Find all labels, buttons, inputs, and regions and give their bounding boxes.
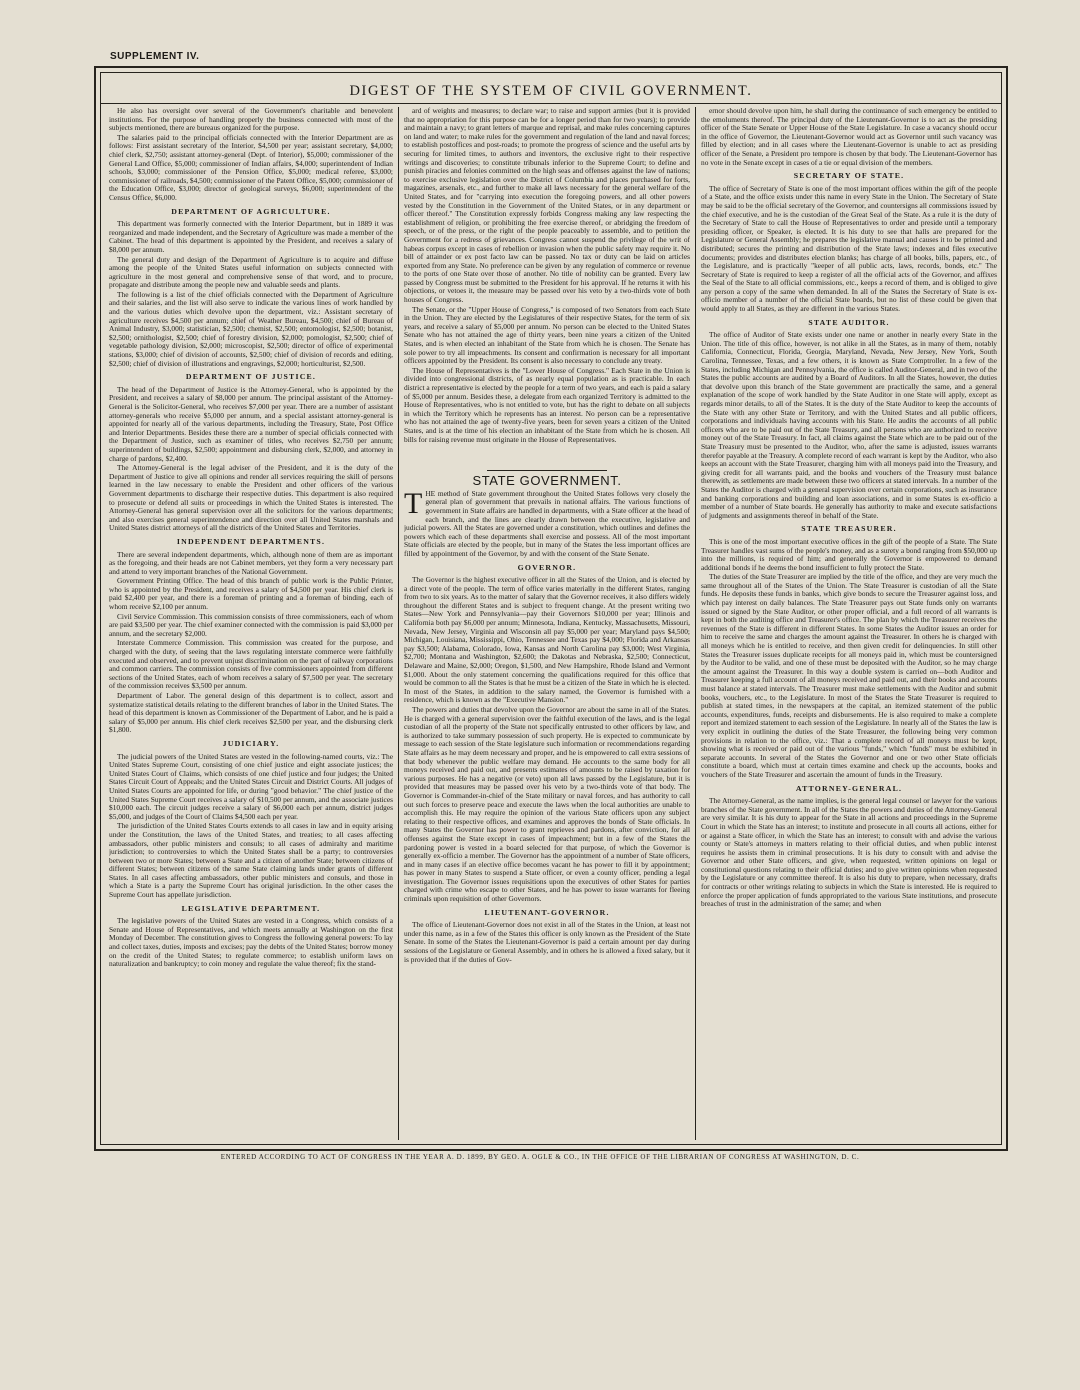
section-heading-lieutenant-governor: LIEUTENANT-GOVERNOR.	[484, 907, 610, 917]
paragraph: The office of Auditor of State exists under one name or another in nearly every State in the Union. The title of this office, however, is not alike in all the States, as in many of them, notably California, Connecticut, Florida, Georgia, Maryland, Nevada, New Jersey, New York, South Carolina, Tennessee, Texas, and a few others, it is known as State Comptroller. In a few of the States, including Michigan and Pennsylvania, the office is called Auditor-General, and in two of the States the public accounts are audited by a Board of Auditors. In all the States, however, the duties that devolve upon this branch of the State government are practically the same, and a general explanation of the scope of work handled by the State Auditor in one State will apply, except as regards minor details, to all of the States. It is the duty of the State Auditor to keep the accounts of the State with any other State or Territory, and with the United States and all public officers, corporations and individuals having accounts with his State. He audits the accounts of all public officers who are to be paid out of the State Treasury, and all persons who are authorized to receive money out of the State Treasury. In fact, all claims against the State which are to be paid out of the State Treasury must be presented to the Auditor, who, after the same is adjusted, issues warrants therefor payable at the Treasury. A complete record of each warrant is kept by the Auditor, who also keeps an account with the State Treasurer, charging him with all moneys paid into the Treasury, and giving credit for all warrants paid, and the books and vouchers of the Treasury must balance therewith, as settlements are made between these two officers at stated intervals. In a number of the States the Auditor is charged with a general supervision over certain corporations, such as insurance and banking corporations and building and loan associations, and in some States is ex-officio a member of a number of State boards. He generally has authority to make and execute satisfactions of judgments and assignments thereof in behalf of the State.	[701, 330, 997, 520]
paragraph: The office of Lieutenant-Governor does not exist in all of the States in the Union, at least not under this name, as in a few of the States this officer is only known as the President of the State Senate. In some of the States the Lieutenant-Governor is paid a certain amount per day during sessions of the Legislature or General Assembly, and in others he is allowed a fixed salary, but it is provided that if the duties of Gov-	[404, 920, 690, 964]
state-government-header	[404, 470, 690, 489]
paragraph-text: HE method of State government throughout the United States follows very closely the general plan of government that prevails in national affairs. The various functions of government in State affairs are handled in departments, with a State officer at the head of each branch, and the lines are clearly drawn between the executive, legislative and judicial powers. All the States are governed under a constitution, which outlines and defines the powers which each of these departments shall exercise and possess. All of the most important State officials are elected by the people, but in many of the States the less important offices are filled by appointment of the Governor, by and with the consent of the State Senate.	[404, 488, 690, 558]
inner-border	[100, 72, 1002, 1145]
paragraph: ernor should devolve upon him, he shall during the continuance of such emergency be entitled to the emoluments thereof. The principal duty of the Lieutenant-Governor is to act as the presiding officer of the State Senate or Upper House of the State Legislature. In case a vacancy should occur in the office of Governor, the Lieutenant-Governor would act as Governor until such vacancy was filled by election; and in all cases where the Lieutenant-Governor is unable to act as presiding officer of the Senate, a President pro tempore is chosen by that body. The Lieutenant-Governor has no vote in the Senate except in cases of a tie or equal division of the members.	[701, 107, 997, 167]
paragraph: This is one of the most important executive offices in the gift of the people of a State. The State Treasurer handles vast sums of the people's money, and as a surety a bond ranging from $50,000 up into the millions, is required of him; and generally the Governor is empowered to demand additional bonds if he deems the bond insufficient to fully protect the State.	[701, 536, 997, 572]
paragraph: The House of Representatives is the "Lower House of Congress." Each State in the Union is divided into congressional districts, of as nearly equal population as is practicable. In each district a representative is elected by the people for a term of two years, and each is paid a salary of $5,000 per annum. Besides these, a delegate from each organized Territory is admitted to the House of Representatives, who is not entitled to vote, but has the right to debate on all subjects in which the Territory which he represents has an interest. No person can be a representative who has not attained the age of twenty-five years, been for seven years a citizen of the United States, and is at the time of his election an inhabitant of the State from which he is chosen. All bills for raising revenue must originate in the House of Representatives.	[404, 365, 690, 444]
paragraph: The salaries paid to the principal officials connected with the Interior Department are as follows: First assistant secretary of the Interior, $4,500 per year; assistant secretary, $4,000; chief clerk, $2,750; assistant attorney-general (Dept. of Interior), $5,000; commissioner of the General Land Office, $5,000; commissioner of Indian affairs, $4,000; superintendent of Indian schools, $3,000; commissioner of the Pension Office, $5,000; medical referee, $3,000; commissioner of railroads, $4,500; commissioner of the Patent Office, $5,000; commissioner of the Education Office, $3,000; director of geological surveys, $6,000; superintendent of the Census Office, $6,000.	[109, 132, 393, 202]
paragraph: Department of Labor. The general design of this department is to collect, assort and systematize statistical details relating to the different branches of labor in the United States. The head of this department is known as Commissioner of the Department of Labor, and he is paid a salary of $5,000 per annum. His chief clerk receives $2,500 per year, and the disbursing clerk $1,800.	[109, 691, 393, 735]
section-heading-judiciary: JUDICIARY.	[222, 738, 280, 748]
paragraph: The legislative powers of the United States are vested in a Congress, which consists of a Senate and House of Representatives, and which meets annually at Washington on the first Monday of December. The constitution gives to Congress the following general powers: To lay and collect taxes, duties, imposts and excises; pay the debts of the United States; borrow money on the credit of the United States; to regulate commerce; to establish uniform laws on naturalization and bankruptcy; to coin money and regulate the value thereof; fix the stand-	[109, 916, 393, 969]
column-left	[109, 107, 393, 1140]
supplement-label: SUPPLEMENT IV.	[110, 51, 200, 62]
paragraph: The following is a list of the chief officials connected with the Department of Agriculture and their salaries, and the list will also serve to indicate the various lines of work handled by and the various duties which devolve upon the department, viz.: Assistant secretary of agriculture receives $4,500 per annum; chief of Weather Bureau, $4,500; chief of Bureau of Animal Industry, $3,000; statistician, $2,500; chemist, $2,500; entomologist, $2,500; botanist, $2,500; ornithologist, $2,500; chief of forestry division, $2,000; pomologist, $2,500; chief of vegetable pathology division, $2,000; microscopist, $2,500; director of office of experimental stations, $3,000; chief of division of accounts, $2,500; chief of division of records and editing, $2,500; chief of division of illustrations and engravings, $2,000; horticulturist, $2,500.	[109, 289, 393, 368]
paragraph: Civil Service Commission. This commission consists of three commissioners, each of whom are paid $3,500 per year. The chief examiner connected with the commission is paid $3,000 per annum, and the secretary $2,000.	[109, 611, 393, 638]
section-heading-justice: DEPARTMENT OF JUSTICE.	[185, 372, 317, 382]
paragraph: This department was formerly connected with the Interior Department, but in 1889 it was reorganized and made independent, and the Secretary of Agriculture was made a member of the Cabinet. The head of this department is appointed by the President, and receives a salary of $8,000 per annum.	[109, 219, 393, 254]
column-middle	[404, 107, 690, 1140]
paragraph: The general duty and design of the Department of Agriculture is to acquire and diffuse among the people of the United States useful information on subjects connected with agriculture in the most general and comprehensive sense of that word, and to procure, propagate and distribute among the people new and valuable seeds and plants.	[109, 254, 393, 290]
section-heading-attorney-general: ATTORNEY-GENERAL.	[795, 783, 903, 793]
section-heading-secretary-of-state: SECRETARY OF STATE.	[793, 171, 905, 181]
column-divider	[695, 107, 696, 1140]
paragraph: The duties of the State Treasurer are implied by the title of the office, and they are very much the same throughout all of the States of the Union. The State Treasurer is custodian of all the State funds. He deposits these funds in banks, which give bonds to secure the Treasurer against loss, and which pay interest on daily balances. The State Treasurer pays out State funds only on warrants issued or signed by the State Auditor, or other proper official, and a full record of all warrants is kept in both the auditing office and Treasurer's office. The plan by which the Treasurer receives the revenues of the State is different in different States. In some States the Auditor issues an order for him to receive the same and charges the amount against the Treasurer. In others he is charged with all moneys which he is entitled to receive, and then given credit for delinquencies. In still other States the Treasurer issues duplicate receipts for all moneys paid in, which must be countersigned by the Auditor to be valid, and one of these must be deposited with the Auditor, so he may charge the amount against the Treasurer. In this way a double system is carried on—both Auditor and Treasurer keeping a full account of all moneys received and paid out, and their books and accounts must balance at stated intervals. The Treasurer must make settlements with the Auditor and submit books, vouchers, etc., to the Legislature. In most of the States the State Treasurer is required to publish at stated times, in the newspapers at the capital, an itemized statement of the public accounts, expenditures, funds, receipts and disbursements. He is also required to make a complete report and itemized statement to each session of the Legislature. In nearly all of the States the law is very explicit in outlining the duties of the State Treasurer, the following being very common provisions in relation to the office, viz.: That a complete record of all moneys must be kept, showing what is received or paid out of the various "funds," which "funds" must be exhibited in separate accounts. In several of the States the Governor and one or two other State officials constitute a board, which must at certain times examine and check up the accounts, books and vouchers of the State Treasurer and ascertain the amount of funds in the Treasury.	[701, 572, 997, 779]
paragraph: The Governor is the highest executive officer in all the States of the Union, and is elected by a direct vote of the people. The term of office varies materially in the different States, ranging from two to six years. As to the matter of salary that the Governor receives, it also differs widely throughout the different States and is subject to frequent change. At the present writing two States—New York and Pennsylvania—pay their Governors $10,000 per year; Illinois and California both pay $6,000 per annum; Minnesota, Indiana, Kentucky, Massachusetts, Missouri, Nevada, New Jersey, Virginia and Wisconsin all pay $5,000 per year; Maryland pays $4,500; Michigan, Louisiana, Mississippi, Ohio, Tennessee and Texas pay $4,000; Florida and Arkansas pay $3,500; Alabama, Colorado, Iowa, Kansas and North Carolina pay $3,000; West Virginia, $2,700; Montana and Washington, $2,600; the Dakotas and Nebraska, $2,500; Connecticut, Delaware and Maine, $2,000; Oregon, $1,500, and New Hampshire, Rhode Island and Vermont $1,000. About the only statement concerning the qualifications required for this office that would be common to all the States is that he must be a citizen of the State in which he is elected. In most of the States, in addition to the salary named, the Governor is furnished with a residence, which is known as the "Executive Mansion."	[404, 575, 690, 705]
section-heading-independent: INDEPENDENT DEPARTMENTS.	[176, 536, 326, 546]
section-heading-legislative: LEGISLATIVE DEPARTMENT.	[181, 903, 321, 913]
paragraph: Government Printing Office. The head of this branch of public work is the Public Printer, who is appointed by the President, and receives a salary of $4,500 per year. His chief clerk is paid $2,400 per year, and there is a foreman of printing and a foreman of binding, each of whom receive $2,100 per annum.	[109, 576, 393, 612]
section-heading-governor: GOVERNOR.	[517, 562, 577, 572]
paragraph: Interstate Commerce Commission. This commission was created for the purpose, and charged with the duty, of seeing that the laws regulating interstate commerce were faithfully executed and observed, and to prevent unjust discrimination on the part of railway corporations and common carriers. The commission consists of five commissioners appointed from different sections of the United States, each of whom receives a salary of $7,500 per year. The secretary of the commission receives $3,500 per annum.	[109, 638, 393, 691]
paragraph: The Attorney-General, as the name implies, is the general legal counsel or lawyer for the various branches of the State government. In all of the States the powers and duties of the Attorney-General are very similar. It is his duty to appear for the State in all actions and proceedings in the Supreme Court in which the State has an interest; to institute and prosecute in all courts all actions, either for or against a State officer, in which the State has an interest; to consult with and advise the various county or State's attorneys in matters relating to their official duties, and when public interest requires he assists them in criminal prosecutions. It is his duty to consult with and advise the Governor and other State officers, and give, when requested, written opinions on legal or constitutional questions relating to their official duties; and to give written opinions when requested by the Legislature or any committee thereof. It is also his duty to prepare, when necessary, drafts for contracts or other writings relating to subjects in which the State is interested. He is required to enforce the proper application of funds appropriated to the various State institutions, and prosecute breaches of trust in the administration of the same; and when	[701, 796, 997, 909]
content-frame	[94, 66, 1008, 1151]
page-title: DIGEST OF THE SYSTEM OF CIVIL GOVERNMENT.	[349, 83, 753, 99]
paragraph: The judicial powers of the United States are vested in the following-named courts, viz.: The United States Supreme Court, consisting of one chief justice and eight associate justices; the United States Court of Claims, which consists of one chief justice and four judges; the United States Circuit Court of Appeals; and the United States Circuit and District Courts. All judges of United States Courts are appointed for life, or during "good behavior." The chief justice of the United States Supreme Court receives a salary of $10,500 per annum, and the associate justices $10,000 each. The circuit judges receive a salary of $6,000 each per annum, district judges $5,000, and judges of the Court of Claims $4,500 each per year.	[109, 751, 393, 821]
paragraph: The Senate, or the "Upper House of Congress," is composed of two Senators from each State in the Union. They are elected by the Legislatures of their respective States, for the term of six years, and receive a salary of $5,000 per annum. No person can be elected to the United States Senate who has not attained the age of thirty years, been nine years a citizen of the United States, and is when elected an inhabitant of the State from which he is chosen. The Senate has sole power to try all impeachments. Its consent and confirmation is necessary for all important officers appointed by the President. Its consent is also necessary to conclude any treaty.	[404, 304, 690, 366]
paragraph: The head of the Department of Justice is the Attorney-General, who is appointed by the President, and receives a salary of $8,000 per annum. The principal assistant of the Attorney-General is the Solicitor-General, who receives $7,000 per year. There are a number of assistant attorney-generals who receive $5,000 per annum, and a special assistant attorney-general is appointed for nearly all of the various departments, including the Treasury, State, Post Office and Interior Departments. Besides these there are a number of special officials connected with the Department of Justice, such as examiner of titles, who receives $2,750 per annum; superintendent of buildings, $2,500; appointment and disbursing clerk, $2,000, and attorney in charge of pardons, $2,400.	[109, 384, 393, 463]
section-heading-agriculture: DEPARTMENT OF AGRICULTURE.	[171, 206, 331, 216]
title-divider	[101, 103, 1001, 104]
paragraph: The office of Secretary of State is one of the most important offices within the gift of the people of a State, and the office exists under this name in every State in the Union. The Secretary of State may be said to be the official secretary of the Governor, and countersigns all commissions issued by the chief executive, and he is the custodian of the Great Seal of the State. As a rule it is the duty of the Secretary of State to call the House of Representatives to order and preside until a temporary presiding officer, or Speaker, is elected. It is his duty to see that halls are prepared for the Legislature or General Assembly; he prepares the legislative manual and causes it to be printed and distributed; secures the printing and distribution of the State laws; indexes and files executive documents; provides and distributes election blanks; has charge of all books, bills, papers, etc., of the Legislature, and is practically "keeper of all public acts, laws, records, bonds, etc." The Secretary of State is required to keep a register of all the official acts of the Governor, and affixes the Seal of the State to all official commissions, etc., keeps a record of them, and is obliged to give any person a copy of the same when demanded. In all of the States the Secretary of State is ex-officio member of a number of the official State boards, but no list of these could be given that would apply to all States, as they are different in the various States.	[701, 183, 997, 314]
column-right	[701, 107, 997, 1140]
section-heading-state-auditor: STATE AUDITOR.	[808, 317, 890, 327]
drop-cap: T	[404, 486, 423, 520]
paragraph: ard of weights and measures; to declare war; to raise and support armies (but it is provided that no appropriation for this purpose can be for a longer period than for two years); to provide and maintain a navy; to grant letters of marque and reprisal, and make rules concerning captures on land and water; to make rules for the government and regulation of the land and naval forces; to establish postoffices and post-roads; to promote the progress of science and the useful arts by securing for limited times, to authors and inventors, the exclusive right to their respective writings and discoveries; to constitute tribunals inferior to the Supreme Court; to define and punish piracies and felonies committed on the high seas and offenses against the law of nations; to exercise exclusive legislation over the District of Columbia and places purchased for forts, magazines, arsenals, etc., and further to make all laws necessary for the general welfare of the United States, and for "carrying into execution the foregoing powers, and all other powers vested by the Constitution in the Government of the United States, or in any department or officer thereof." The Constitution expressly forbids Congress making any law respecting the establishment of religion, or prohibiting the free exercise thereof, or abridging the freedom of speech, or of the press, or the right of the people peaceably to assemble, and to petition the Government for a redress of grievances. Congress cannot suspend the privilege of the writ of habeas corpus except in cases of rebellion or invasion when the public safety may require it. No bill of attainder or ex post facto law can be passed. No tax or duty can be laid on articles exported from any State. No preference can be given by any regulation of commerce or revenue to the ports of one State over those of another. No title of nobility can be granted. Every law passed by Congress must be submitted to the President for his approval. If he returns it with his objections, or vetoes it, the measure may be passed over his veto by a two-thirds vote of both houses of Congress.	[404, 107, 690, 305]
paragraph: He also has oversight over several of the Government's charitable and benevolent institutions. For the purpose of handling properly the business connected with most of the subjects mentioned, there are bureaus organized for the purpose.	[109, 107, 393, 133]
paragraph: There are several independent departments, which, although none of them are as important as the foregoing, and their heads are not Cabinet members, yet they form a very necessary part and attend to very important branches of the National Government.	[109, 549, 393, 576]
column-divider	[398, 107, 399, 1140]
ornamental-rule	[487, 470, 607, 471]
paragraph	[404, 486, 690, 559]
paragraph: The powers and duties that devolve upon the Governor are about the same in all of the States. He is charged with a general supervision over the faithful execution of the laws, and is the legal custodian of all the property of the State not specifically entrusted to other officers by law, and is authorized to take summary possession of such property. He is expected to communicate by message to each session of the State legislature such information or recommendations regarding State affairs as he may deem necessary and proper, and he is empowered to call extra sessions of that body whenever the public welfare may demand. He accounts to the same body for all moneys received and paid out, and presents estimates of amounts to be raised by taxation for various purposes. He has a negative (or veto) upon all laws passed by the Legislature, but it is provided that measures may be passed over his veto by a two-thirds vote of that body. The Governor is Commander-in-chief of the State military or naval forces, and has authority to call out such forces to preserve peace and execute the laws when the local authorities are unable to accomplish this. He may require the opinion of the various State officers upon any subject relating to their respective offices, and examines and approves the bonds of State officials. In many States the Governor has power to grant reprieves and pardons, after conviction, for all offenses against the State except in cases of impeachment; but in a few of the States the pardoning power is vested in a board selected for that purpose, of which the Governor is generally ex-officio a member. The Governor has the appointment of a number of State officers, and in many cases if an elective office becomes vacant he has power to fill it by appointment; has power in many States to suspend a State officer, or even a county officer, pending a legal investigation. The Governor issues requisitions upon the executives of other States for parties charged with crime who escape to other States, and he has power to issue warrants for fleeing criminals upon requisition of other Governors.	[404, 705, 690, 904]
copyright-notice: ENTERED ACCORDING TO ACT OF CONGRESS IN THE YEAR A. D. 1899, BY GEO. A. OGLE & CO., IN THE OFFICE OF THE LIBRARIAN OF CONGRESS AT WASHINGTON, D. C.	[220, 1153, 860, 1161]
paragraph: The jurisdiction of the United States Courts extends to all cases in law and in equity arising under the Constitution, the laws of the United States, and treaties; to all cases affecting ambassadors, other public ministers and consuls; to all cases of admiralty and maritime jurisdiction; to controversies to which the United States shall be a party; to controversies between two or more States; between a State and a citizen of another State; between citizens of different States; between citizens of the same State claiming lands under grants of different States. In all cases affecting ambassadors, other public ministers and consuls, and those in which a State is a party the Supreme Court has original jurisdiction. In the other cases the Supreme Court has appellate jurisdiction.	[109, 821, 393, 900]
paragraph: The Attorney-General is the legal adviser of the President, and it is the duty of the Department of Justice to give all opinions and render all services requiring the skill of persons learned in the law necessary to enable the President and other officers of the various Government departments to discharge their respective duties. This department is also required to prosecute or defend all suits or proceedings in which the United States is interested. The Attorney-General has general supervision over all the solicitors for the various departments; and also exercises general superintendence and direction over all United States marshals and United States district attorneys of all the districts of the United States and Territories.	[109, 463, 393, 533]
state-government-title: STATE GOVERNMENT.	[472, 473, 622, 489]
section-heading-state-treasurer: STATE TREASURER.	[801, 524, 897, 534]
